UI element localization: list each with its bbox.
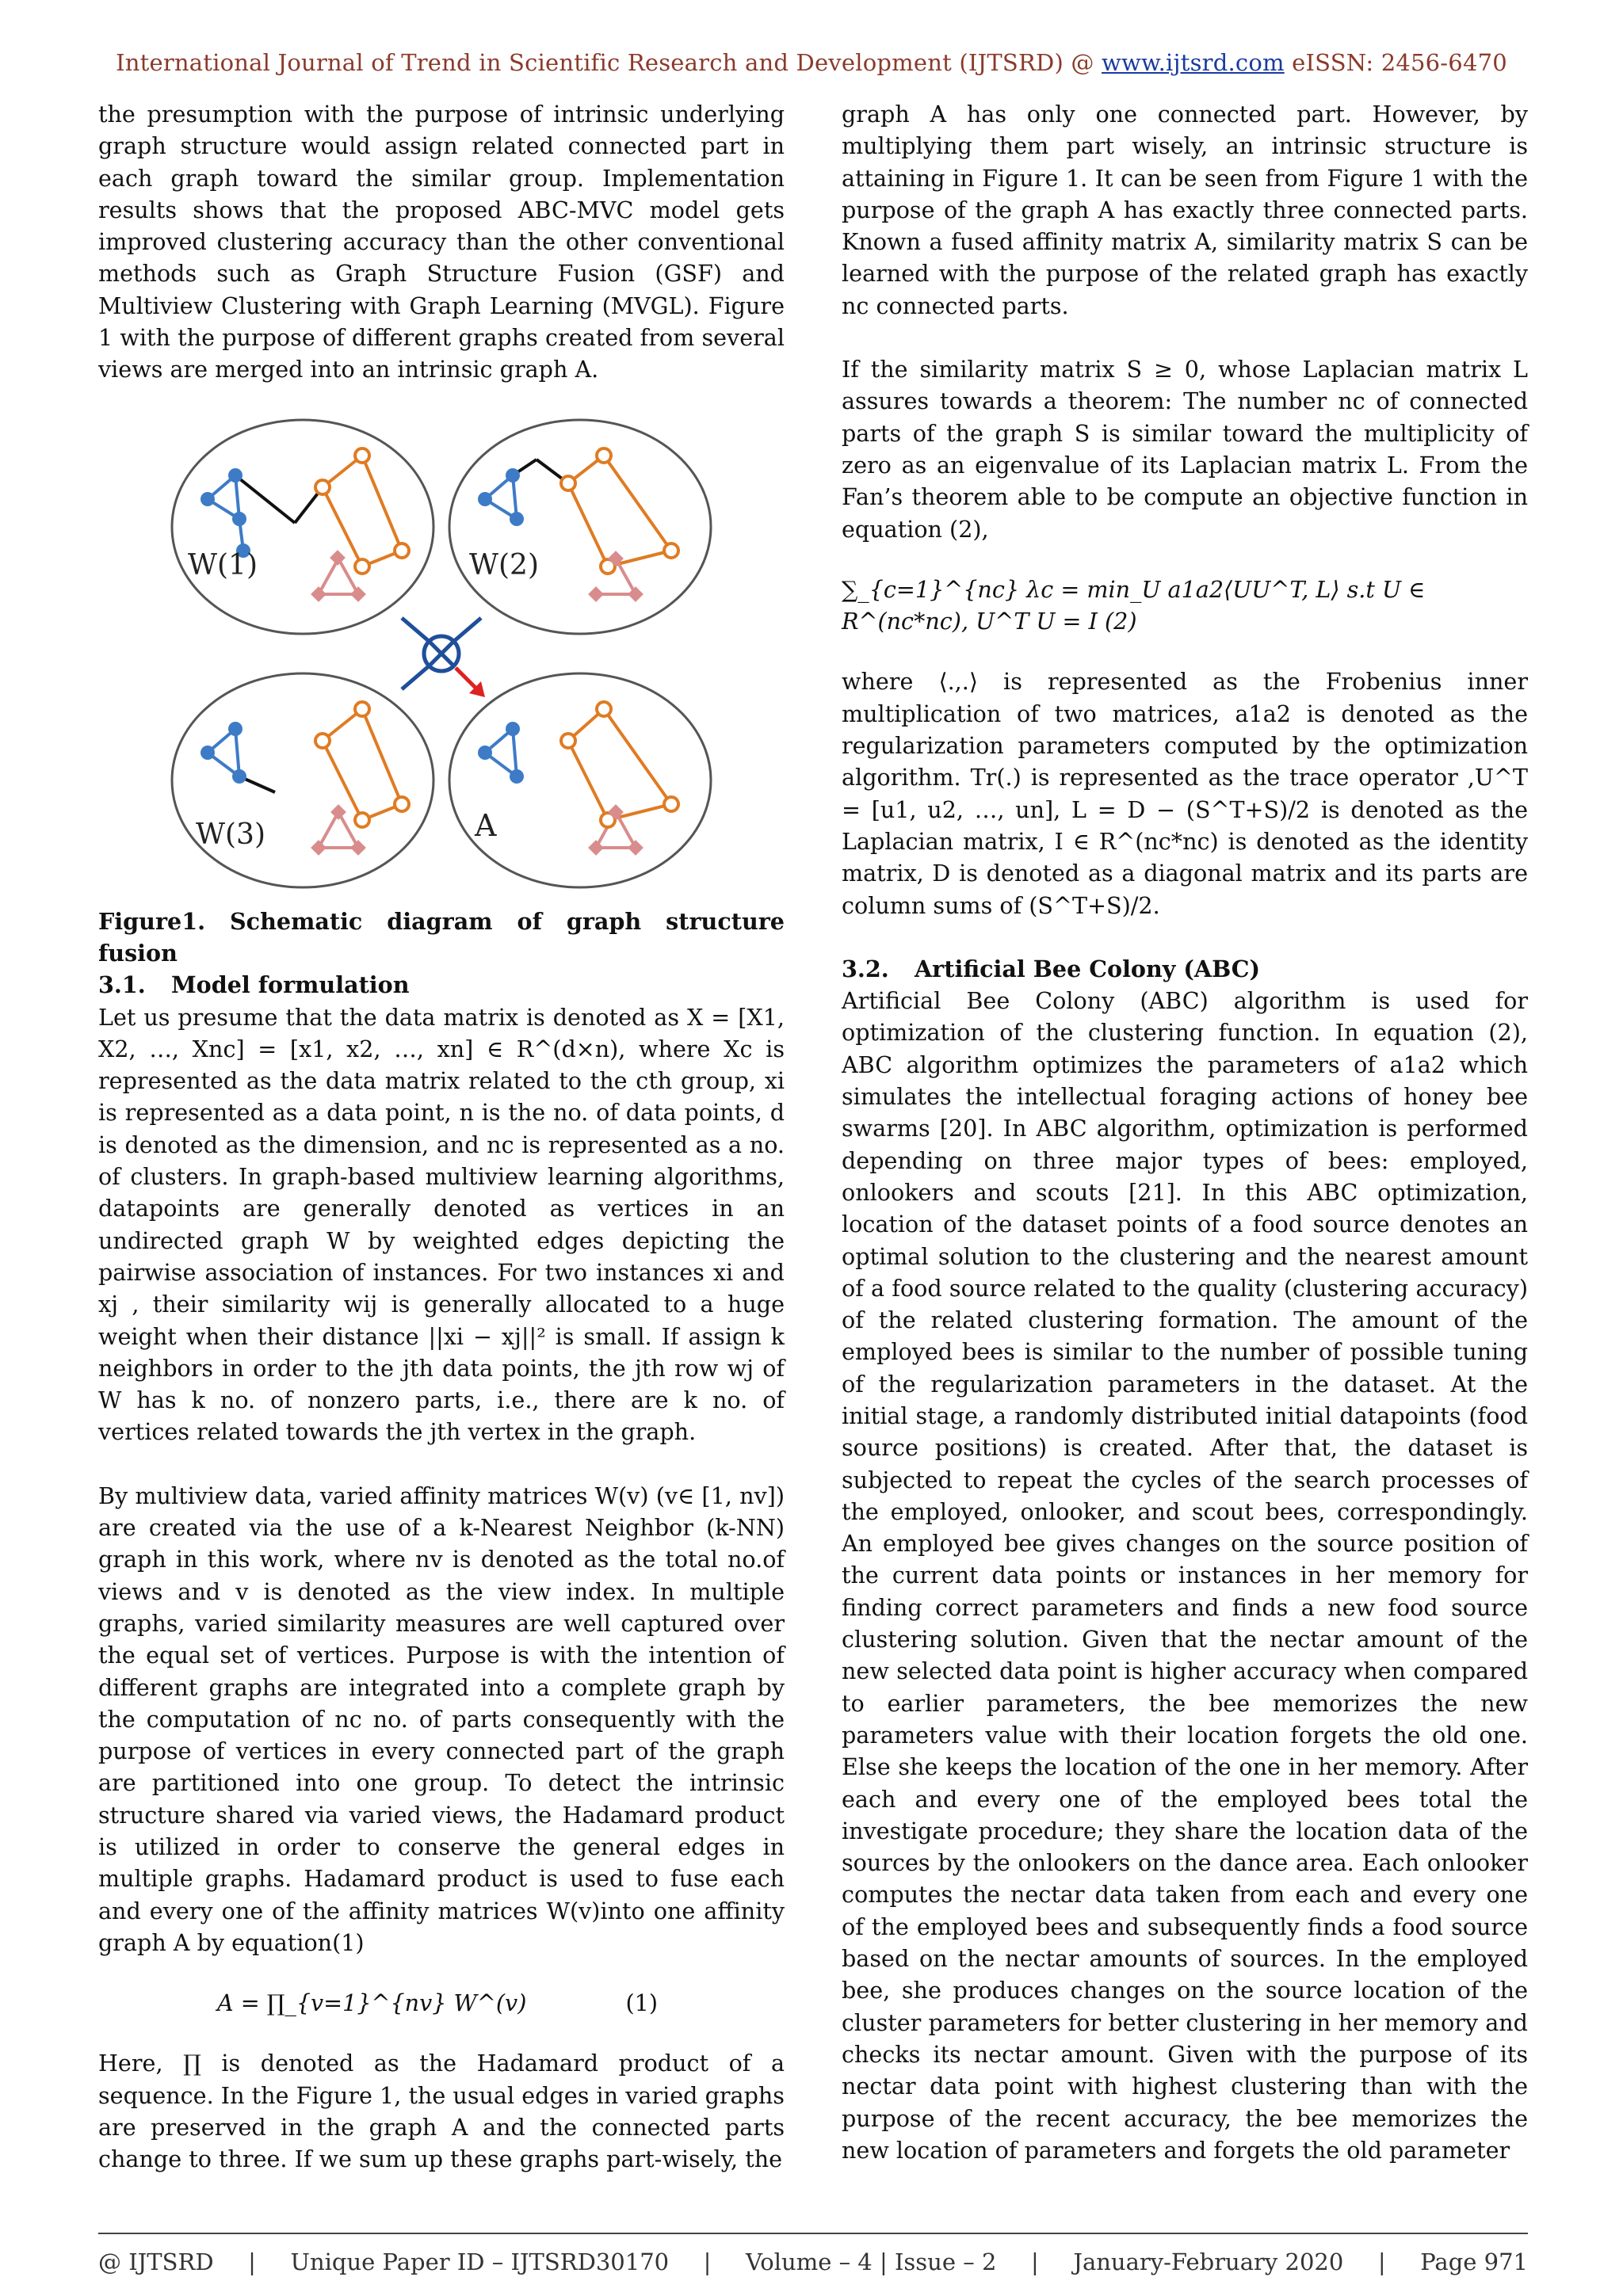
- footer-page: Page 971: [1420, 2248, 1528, 2275]
- section-number: 3.1.: [98, 971, 146, 999]
- figure-caption: Figure1. Schematic diagram of graph structure fusion: [98, 907, 785, 967]
- footer-separator: |: [703, 2248, 712, 2275]
- issn: eISSN: 2456-6470: [1284, 49, 1507, 76]
- equation-1-body: A = ∏_{v=1}^{nv} W^(v): [217, 1989, 527, 2017]
- left-column: [98, 98, 785, 2176]
- page-header: [0, 49, 1623, 76]
- right-column: [842, 98, 1528, 2166]
- footer-separator: |: [1377, 2248, 1386, 2275]
- footer-separator: |: [248, 2248, 256, 2275]
- footer-volume: Volume – 4 | Issue – 2: [746, 2248, 997, 2275]
- section-title: Model formulation: [171, 971, 410, 999]
- footer-divider: [98, 2233, 1528, 2234]
- page-footer: [98, 2248, 1528, 2275]
- footer-journal: @ IJTSRD: [98, 2248, 214, 2275]
- right-paragraph-3: where ⟨.,.⟩ is represented as the Frobenius inner multiplication of two matrices, a1a2 is denoted as the regularization parameters computed by the optimization algorithm. Tr(.) is represented as the trace operator ,U^T = [u1, u2, …, un], L = D − (S^T+S)/2 is denoted as the Laplacian matrix, I ∈ R^(nc*nc) is denoted as the identity matrix, D is denoted as a diagonal matrix and its parts are column sums of (S^T+S)/2.: [842, 668, 1528, 919]
- w3-label: W(3): [196, 818, 265, 851]
- equation-1: [98, 1987, 785, 2019]
- graph-fusion-diagram: [164, 416, 719, 891]
- footer-separator: |: [1030, 2248, 1039, 2275]
- journal-title: International Journal of Trend in Scientific Research and Development (IJTSRD) @: [116, 49, 1102, 76]
- left-paragraph-2: Let us presume that the data matrix is denoted as X = [X1, X2, …, Xnc] = [x1, x2, …, xn] ∈ R^(d×n), where Xc is represented as the data matrix related to the cth group, xi is represented as a data point, n is the no. of data points, d is denoted as the dimension, and nc is represented as a no. of clusters. In graph-based multiview learning algorithms, datapoints are generally denoted as vertices in an undirected graph W by weighted edges depicting the pairwise association of instances. For two instances xi and xj , their similarity wij is generally allocated to a huge weight when their distance ||xi − xj||² is small. If assign k neighbors in order to the jth data points, the jth row wj of W has k no. of nonzero parts, i.e., there are k no. of vertices related towards the jth vertex in the graph.: [98, 1003, 785, 1446]
- equation-1-number: (1): [625, 1989, 658, 2017]
- left-paragraph-4: Here, ∏ is denoted as the Hadamard product of a sequence. In the Figure 1, the usual edges in varied graphs are preserved in the graph A and the connected parts change to three. If we sum up these graphs part-wisely, the: [98, 2050, 785, 2173]
- right-paragraph-1: graph A has only one connected part. However, by multiplying them part wisely, an intrinsic structure is attaining in Figure 1. It can be seen from Figure 1 with the purpose of the graph A has exactly three connected parts. Known a fused affinity matrix A, similarity matrix S can be learned with the purpose of the related graph has exactly nc connected parts.: [842, 101, 1528, 319]
- right-paragraph-4: Artificial Bee Colony (ABC) algorithm is used for optimization of the clustering function. In equation (2), ABC algorithm optimizes the parameters of a1a2 which simulates the intellectual foraging actions of honey bee swarms [20]. In ABC algorithm, optimization is performed depending on three major types of bees: employed, onlookers and scouts [21]. In this ABC optimization, location of the dataset points of a food source denotes an optimal solution to the clustering and the nearest amount of a food source related to the quality (clustering accuracy) of the related clustering formation. The amount of the employed bees is similar to the number of possible tuning of the regularization parameters in the dataset. At the initial stage, a randomly distributed initial datapoints (food source positions) is created. After that, the dataset is subjected to repeat the cycles of the search processes of the employed, onlooker, and scout bees, correspondingly. An employed bee gives changes on the source position of the current data points or instances in her memory for finding correct parameters and finds a new food source clustering solution. Given that the nectar amount of the new selected data point is higher accuracy when compared to earlier parameters, the bee memorizes the new parameters value with their location forgets the old one. Else she keeps the location of the one in her memory. After each and every one of the employed bees total the investigate procedure; they share the location data of the sources by the onlookers on the dance area. Each onlooker computes the nectar data taken from each and every one of the employed bees and subsequently finds a food source based on the nectar amounts of sources. In the employed bee, she produces changes on the source location of the cluster parameters for better clustering in her memory and checks its nectar amount. Given with the purpose of its nectar data point with highest clustering than with the purpose of the recent accuracy, the bee memorizes the new location of parameters and forgets the old parameter: [842, 987, 1528, 2164]
- footer-paper-id: Unique Paper ID – IJTSRD30170: [290, 2248, 670, 2275]
- left-paragraph-3: By multiview data, varied affinity matrices W(v) (v∈ [1, nv]) are created via the use of a k-Nearest Neighbor (k-NN) graph in this work, where nv is denoted as the total no.of views and v is denoted as the view index. In multiple graphs, varied similarity measures are well captured over the equal set of vertices. Purpose is with the intention of different graphs are integrated into a complete graph by the computation of nc no. of parts consequently with the purpose of vertices in every connected part of the graph are partitioned into one group. To detect the intrinsic structure shared via varied views, the Hadamard product is utilized in order to conserve the general edges in multiple graphs. Hadamard product is used to fuse each and every one of the affinity matrices W(v)into one affinity graph A by equation(1): [98, 1482, 785, 1956]
- section-3-1-heading: [98, 969, 785, 1001]
- left-paragraph-1: the presumption with the purpose of intrinsic underlying graph structure would assign related connected part in each graph toward the similar group. Implementation results shows that the proposed ABC-MVC model gets improved clustering accuracy than the other conventional methods such as Graph Structure Fusion (GSF) and Multiview Clustering with Graph Learning (MVGL). Figure 1 with the purpose of different graphs created from several views are merged into an intrinsic graph A.: [98, 101, 785, 383]
- equation-2-body: ∑_{c=1}^{nc} λc = min_U a1a2⟨UU^T, L⟩ s.t U ∈ R^(nc*nc), U^T U = I (2): [842, 575, 1426, 635]
- w2-label: W(2): [469, 548, 539, 582]
- section-3-2-heading: [842, 953, 1528, 985]
- a-label: A: [475, 807, 497, 843]
- w1-label: W(1): [188, 548, 258, 582]
- section-number: 3.2.: [842, 955, 889, 982]
- journal-link[interactable]: www.ijtsrd.com: [1102, 49, 1285, 76]
- right-paragraph-2: If the similarity matrix S ≥ 0, whose Laplacian matrix L assures towards a theorem: The number nc of connected parts of the graph S is similar toward the multiplicity of zero as an eigenvalue of its Laplacian matrix L. From the Fan’s theorem able to be compute an objective function in equation (2),: [842, 356, 1528, 543]
- footer-date: January-February 2020: [1073, 2248, 1344, 2275]
- figure-1: [164, 416, 719, 891]
- section-title: Artificial Bee Colony (ABC): [915, 955, 1261, 982]
- equation-2: [842, 574, 1528, 638]
